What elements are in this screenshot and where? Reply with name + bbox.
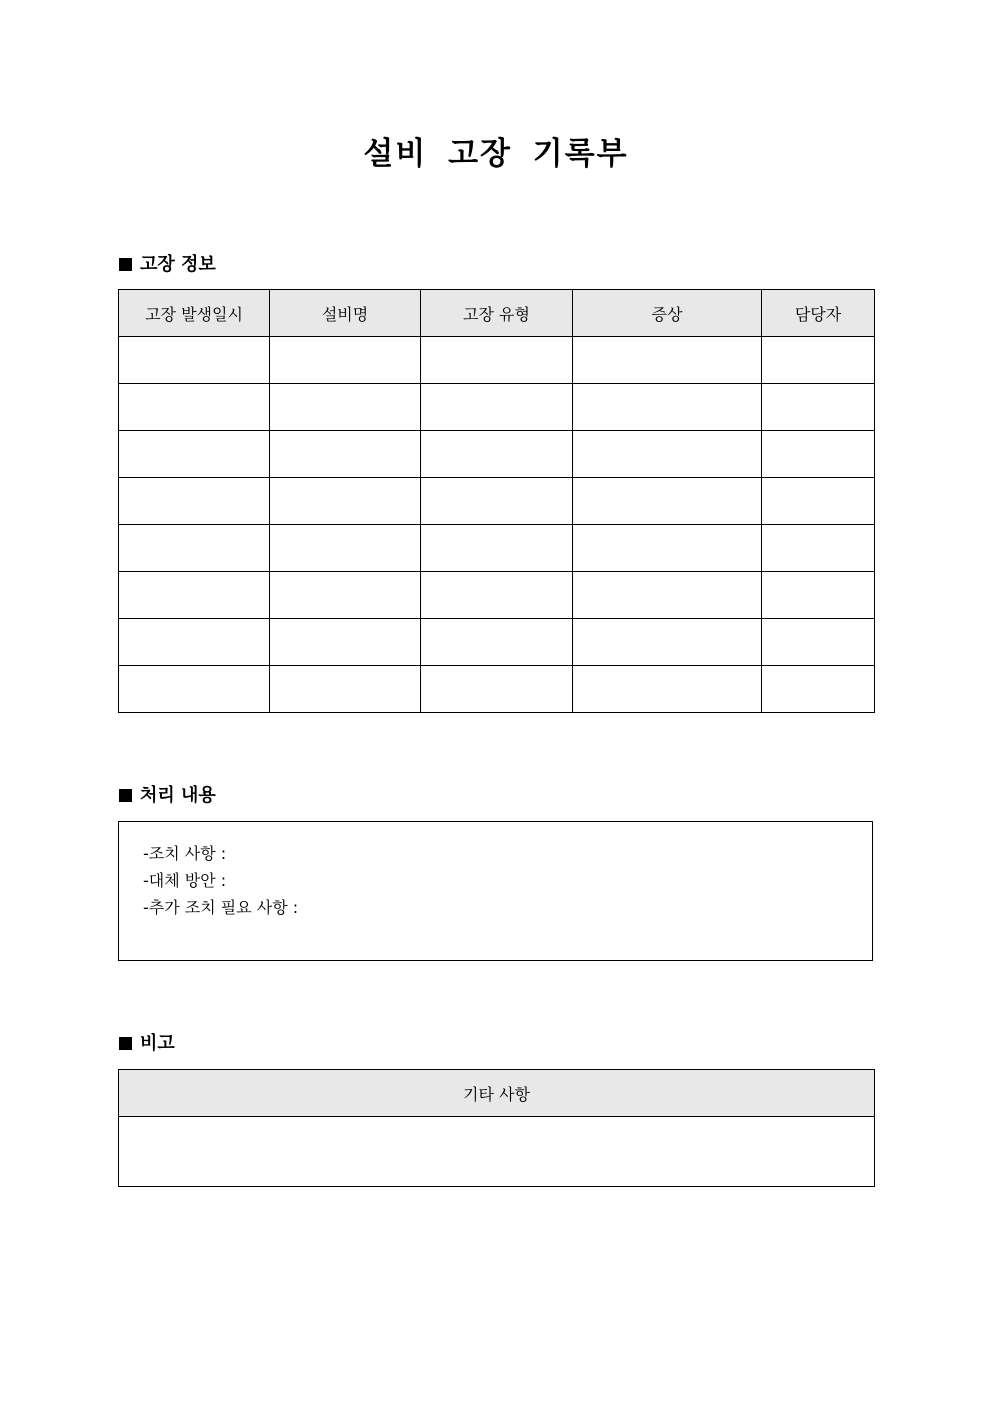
symptom-cell[interactable] — [573, 525, 762, 572]
occurred-at-cell[interactable] — [119, 666, 270, 713]
person-in-charge-cell[interactable] — [762, 384, 875, 431]
table-header-row — [119, 290, 875, 337]
section-heading-label: 고장 정보 — [140, 254, 216, 275]
treatment-line-additional: -추가 조치 필요 사항 : — [143, 898, 299, 917]
symptom-cell[interactable] — [573, 619, 762, 666]
occurred-at-cell[interactable] — [119, 619, 270, 666]
failure-type-cell[interactable] — [421, 384, 573, 431]
column-header-equipment-name: 설비명 — [270, 290, 421, 337]
equipment-name-cell[interactable] — [270, 384, 421, 431]
table-header-row — [119, 1070, 875, 1117]
section-heading-label: 비고 — [140, 1033, 175, 1054]
remarks-cell[interactable] — [119, 1117, 875, 1187]
section-heading-treatment — [119, 783, 216, 809]
failure-type-cell[interactable] — [421, 431, 573, 478]
table-row — [119, 1117, 875, 1187]
symptom-cell[interactable] — [573, 431, 762, 478]
symptom-cell[interactable] — [573, 384, 762, 431]
equipment-name-cell[interactable] — [270, 478, 421, 525]
square-bullet-icon — [119, 789, 132, 802]
equipment-name-cell[interactable] — [270, 525, 421, 572]
symptom-cell[interactable] — [573, 572, 762, 619]
section-heading-remarks — [119, 1031, 175, 1057]
person-in-charge-cell[interactable] — [762, 619, 875, 666]
equipment-name-cell[interactable] — [270, 572, 421, 619]
square-bullet-icon — [119, 258, 132, 271]
remarks-table — [118, 1069, 875, 1187]
treatment-line-action: -조치 사항 : — [143, 844, 227, 863]
equipment-name-cell[interactable] — [270, 619, 421, 666]
failure-info-table — [118, 289, 875, 713]
occurred-at-cell[interactable] — [119, 337, 270, 384]
person-in-charge-cell[interactable] — [762, 525, 875, 572]
person-in-charge-cell[interactable] — [762, 666, 875, 713]
failure-type-cell[interactable] — [421, 478, 573, 525]
table-row — [119, 619, 875, 666]
failure-type-cell[interactable] — [421, 525, 573, 572]
table-row — [119, 384, 875, 431]
symptom-cell[interactable] — [573, 666, 762, 713]
column-header-failure-type: 고장 유형 — [421, 290, 573, 337]
treatment-line-alternative: -대체 방안 : — [143, 871, 227, 890]
treatment-lines — [143, 840, 298, 921]
person-in-charge-cell[interactable] — [762, 337, 875, 384]
occurred-at-cell[interactable] — [119, 384, 270, 431]
column-header-person-in-charge: 담당자 — [762, 290, 875, 337]
equipment-name-cell[interactable] — [270, 337, 421, 384]
column-header-occurred-at: 고장 발생일시 — [119, 290, 270, 337]
table-row — [119, 525, 875, 572]
occurred-at-cell[interactable] — [119, 431, 270, 478]
occurred-at-cell[interactable] — [119, 478, 270, 525]
section-heading-failure-info — [119, 252, 216, 278]
person-in-charge-cell[interactable] — [762, 572, 875, 619]
square-bullet-icon — [119, 1037, 132, 1050]
section-heading-label: 처리 내용 — [140, 785, 216, 806]
treatment-box[interactable] — [118, 821, 873, 961]
remarks-header: 기타 사항 — [119, 1070, 875, 1117]
table-row — [119, 572, 875, 619]
symptom-cell[interactable] — [573, 337, 762, 384]
symptom-cell[interactable] — [573, 478, 762, 525]
table-row — [119, 666, 875, 713]
failure-type-cell[interactable] — [421, 666, 573, 713]
person-in-charge-cell[interactable] — [762, 431, 875, 478]
failure-type-cell[interactable] — [421, 337, 573, 384]
occurred-at-cell[interactable] — [119, 572, 270, 619]
failure-type-cell[interactable] — [421, 572, 573, 619]
equipment-name-cell[interactable] — [270, 431, 421, 478]
table-row — [119, 337, 875, 384]
equipment-name-cell[interactable] — [270, 666, 421, 713]
table-row — [119, 431, 875, 478]
table-row — [119, 478, 875, 525]
document-title: 설비 고장 기록부 — [363, 136, 629, 172]
occurred-at-cell[interactable] — [119, 525, 270, 572]
person-in-charge-cell[interactable] — [762, 478, 875, 525]
column-header-symptom: 증상 — [573, 290, 762, 337]
failure-type-cell[interactable] — [421, 619, 573, 666]
